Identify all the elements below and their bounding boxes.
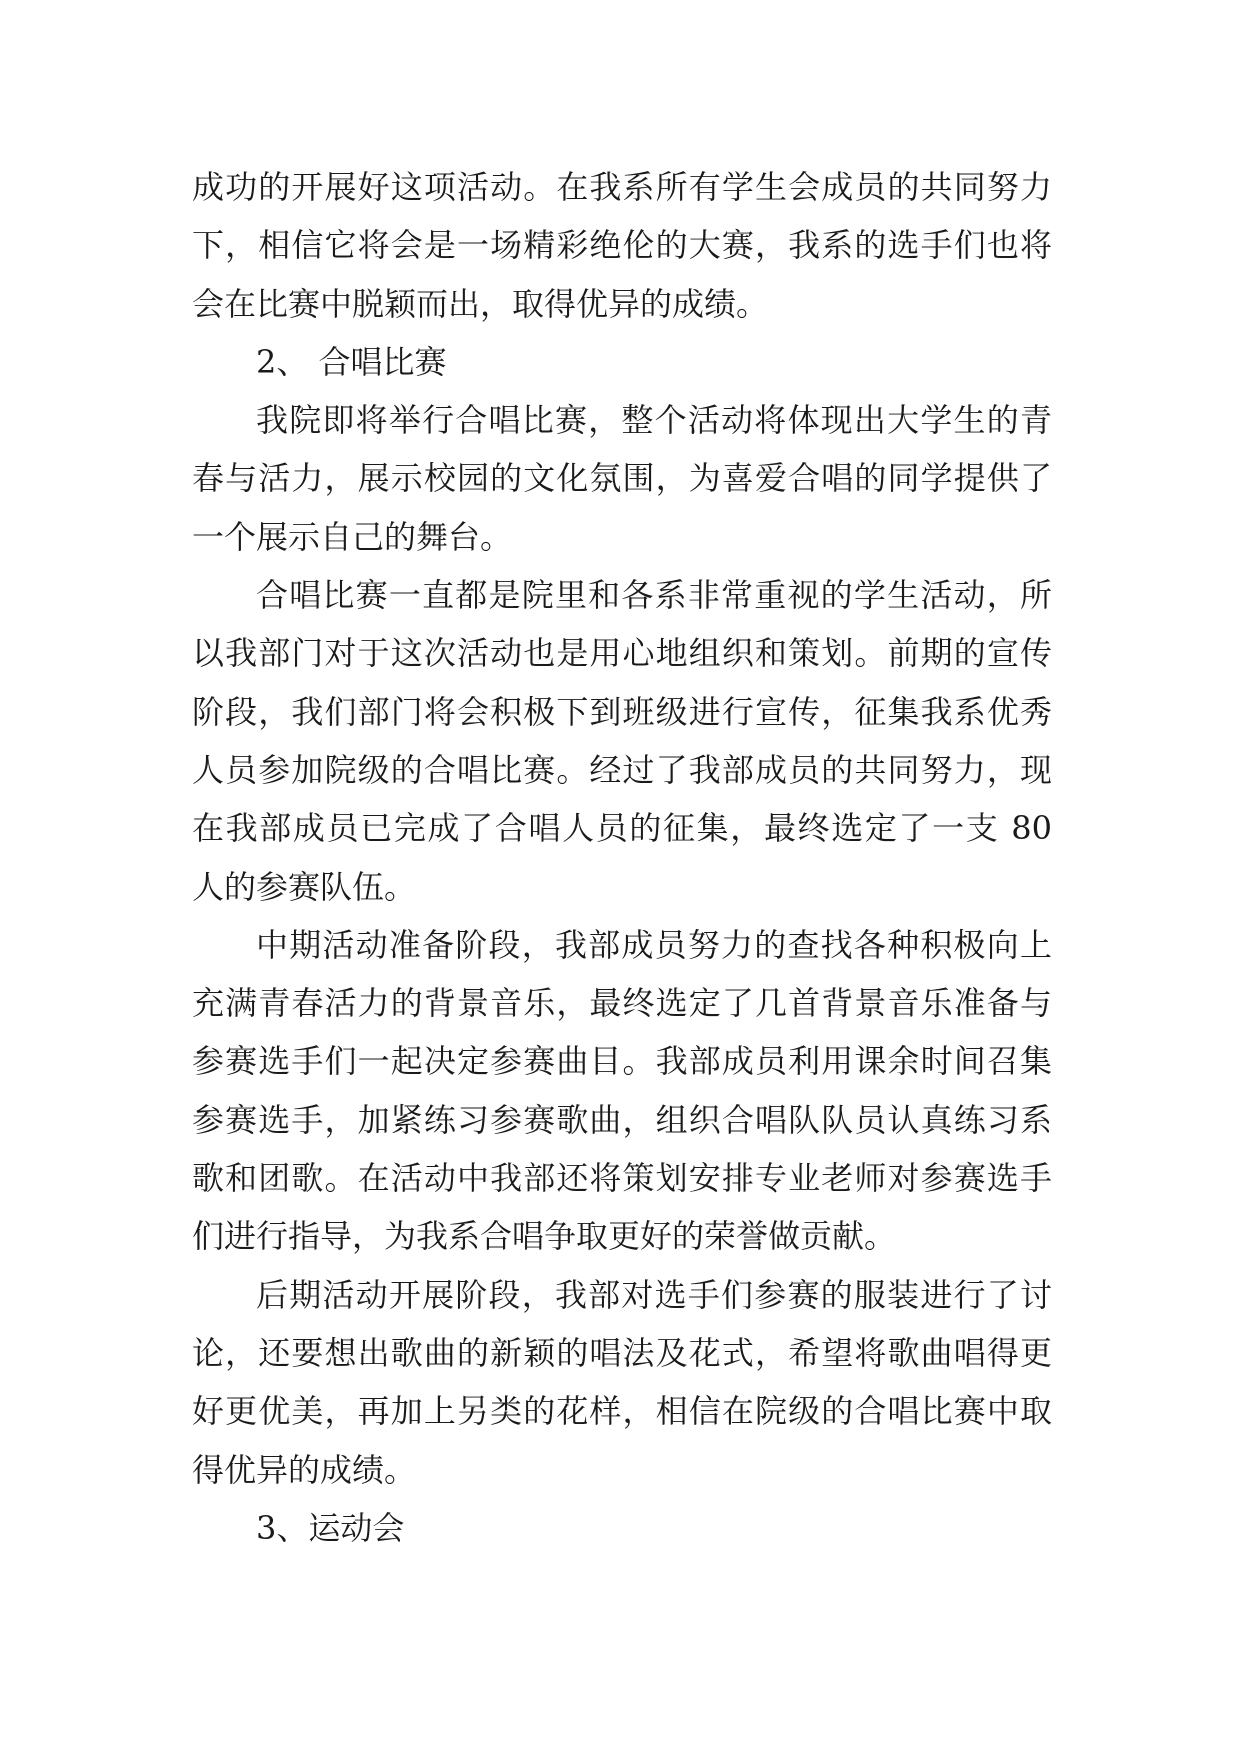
- section-heading: 3、运动会: [256, 1508, 405, 1547]
- text-line: 我院即将举行合唱比赛，整个活动将体现出大学生的青: [256, 401, 1052, 440]
- text-line: 充满青春活力的背景音乐，最终选定了几首背景音乐准备与: [192, 984, 1052, 1023]
- text-line: 论，还要想出歌曲的新颖的唱法及花式，希望将歌曲唱得更: [192, 1333, 1052, 1372]
- text-line: 参赛选手们一起决定参赛曲目。我部成员利用课余时间召集: [192, 1042, 1052, 1081]
- text-line: 春与活力，展示校园的文化氛围，为喜爱合唱的同学提供了: [192, 459, 1052, 498]
- document-body: [192, 158, 1052, 1557]
- text-line: 参赛选手，加紧练习参赛歌曲，组织合唱队队员认真练习系: [192, 1100, 1052, 1139]
- text-line: 后期活动开展阶段，我部对选手们参赛的服装进行了讨: [256, 1275, 1052, 1314]
- text-line: 人的参赛队伍。: [192, 867, 417, 906]
- text-line: 以我部门对于这次活动也是用心地组织和策划。前期的宣传: [192, 634, 1052, 673]
- text-line: 阶段，我们部门将会积极下到班级进行宣传，征集我系优秀: [192, 692, 1052, 731]
- text-line: 得优异的成绩。: [192, 1450, 417, 1489]
- text-line: 中期活动准备阶段，我部成员努力的查找各种积极向上: [256, 925, 1052, 964]
- text-line: 一个展示自己的舞台。: [192, 517, 513, 556]
- text-line: 在我部成员已完成了合唱人员的征集，最终选定了一支 80: [192, 809, 1052, 848]
- text-line: 们进行指导，为我系合唱争取更好的荣誉做贡献。: [192, 1217, 897, 1256]
- text-line: 人员参加院级的合唱比赛。经过了我部成员的共同努力，现: [192, 750, 1052, 789]
- text-line: 合唱比赛一直都是院里和各系非常重视的学生活动，所: [256, 576, 1052, 615]
- text-line: 会在比赛中脱颖而出，取得优异的成绩。: [192, 284, 769, 323]
- text-line: 下，相信它将会是一场精彩绝伦的大赛，我系的选手们也将: [192, 226, 1052, 265]
- text-line: 成功的开展好这项活动。在我系所有学生会成员的共同努力: [192, 168, 1052, 206]
- text-line: 好更优美，再加上另类的花样，相信在院级的合唱比赛中取: [192, 1392, 1052, 1431]
- section-heading: 2、 合唱比赛: [256, 342, 447, 381]
- text-line: 歌和团歌。在活动中我部还将策划安排专业老师对参赛选手: [192, 1159, 1052, 1198]
